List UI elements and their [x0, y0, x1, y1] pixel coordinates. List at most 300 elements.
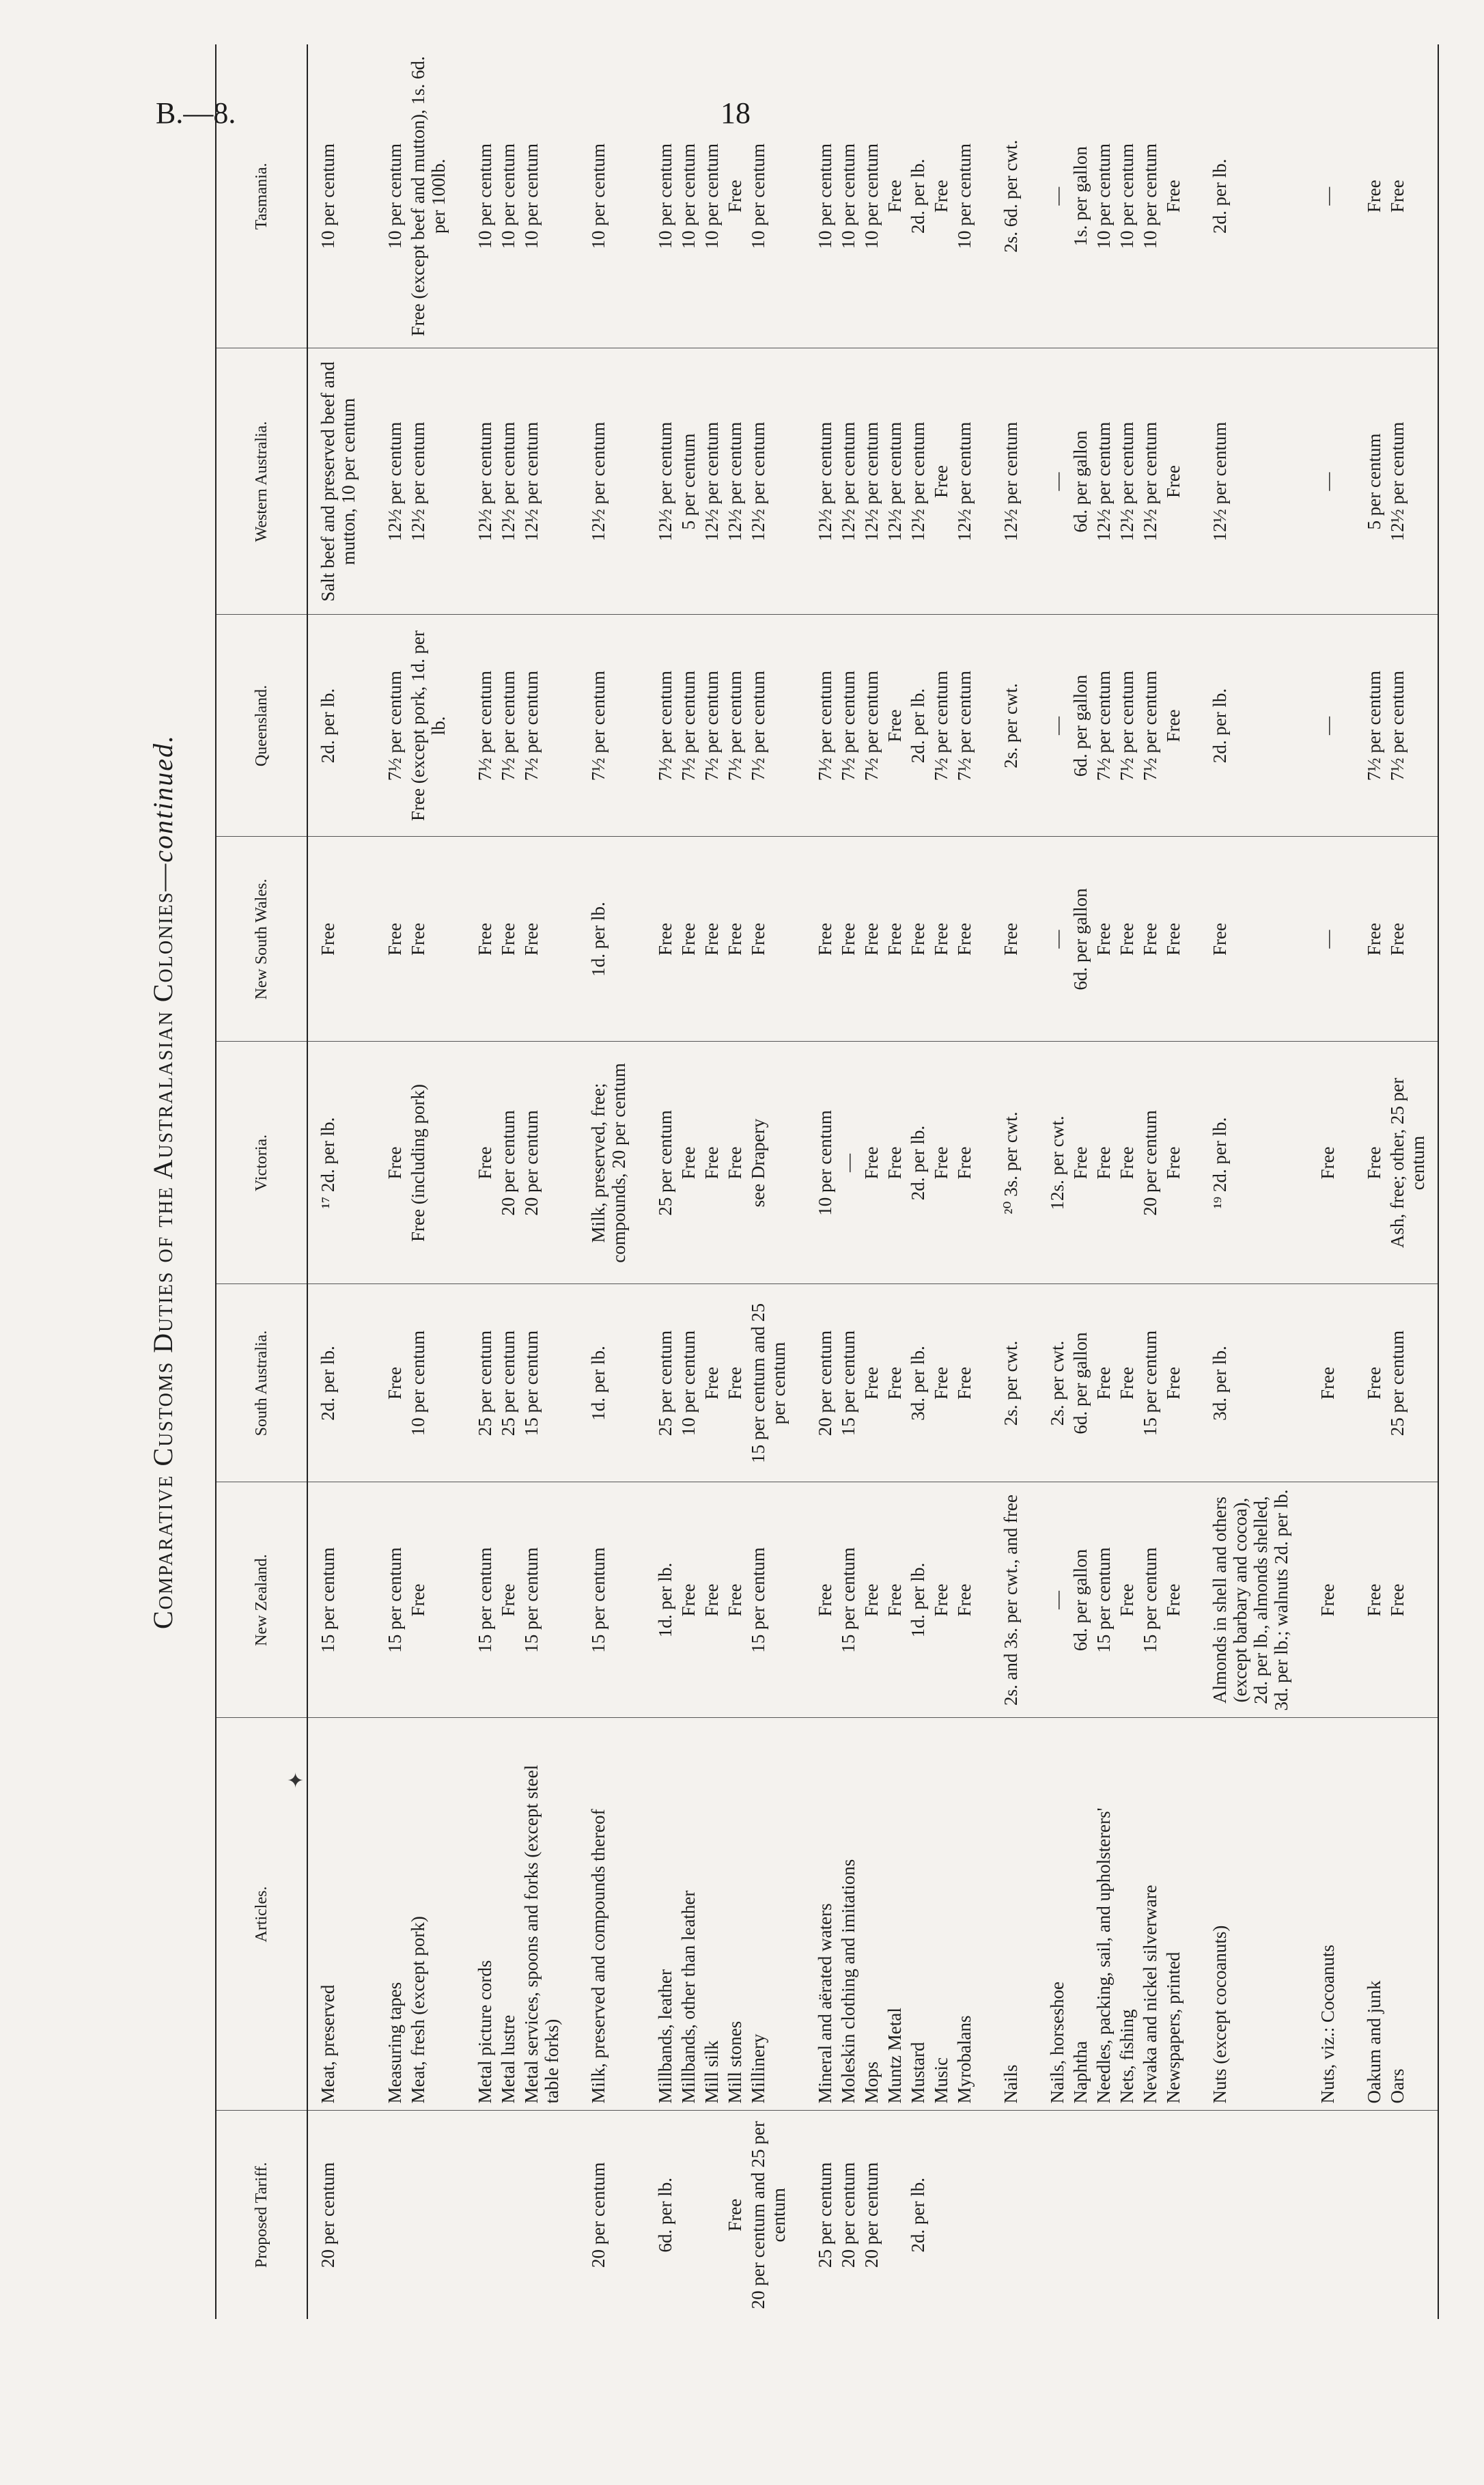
- cell-victoria: Free: [860, 1042, 883, 1284]
- spacer-cell: [1339, 2111, 1362, 2319]
- cell-proposed-tariff: [953, 2111, 976, 2319]
- spacer-cell: [450, 1482, 473, 1718]
- cell-articles: Nails, horseshoe: [1046, 1718, 1069, 2111]
- cell-new-south-wales: Free: [520, 837, 563, 1042]
- cell-western-australia: 12½ per centum: [1115, 348, 1138, 615]
- cell-queensland: —: [1316, 615, 1339, 837]
- spacer-cell: [790, 837, 813, 1042]
- spacer-cell: [1022, 2111, 1046, 2319]
- cell-tasmania: Free: [1362, 44, 1386, 348]
- spacer-cell: [1293, 1718, 1316, 2111]
- spacer-cell: [563, 1482, 587, 1718]
- cell-victoria: Free: [1362, 1042, 1386, 1284]
- cell-tasmania: Free: [883, 44, 906, 348]
- cell-queensland: 7½ per centum: [1386, 615, 1438, 837]
- cell-queensland: 7½ per centum: [860, 615, 883, 837]
- cell-new-south-wales: Free: [746, 837, 790, 1042]
- cell-proposed-tariff: [929, 2111, 953, 2319]
- cell-tasmania: 10 per centum: [1115, 44, 1138, 348]
- cell-western-australia: 5 per centum: [677, 348, 700, 615]
- cell-new-zealand: 15 per centum: [520, 1482, 563, 1718]
- spacer-cell: [790, 1482, 813, 1718]
- spacer-cell: [450, 1042, 473, 1284]
- table-row: [999, 44, 1022, 2319]
- cell-tasmania: —: [1316, 44, 1339, 348]
- cell-victoria: 12s. per cwt.: [1046, 1042, 1069, 1284]
- cell-new-south-wales: Free: [999, 837, 1022, 1042]
- cell-new-south-wales: —: [1046, 837, 1069, 1042]
- cell-proposed-tariff: [1092, 2111, 1115, 2319]
- cell-articles: Mineral and aërated waters: [813, 1718, 837, 2111]
- cell-proposed-tariff: 20 per centum and 25 per centum: [748, 2121, 789, 2309]
- cell-articles: Needles, packing, sail, and upholsterers': [1092, 1718, 1115, 2111]
- spacer-cell: [1022, 1284, 1046, 1482]
- cell-victoria: Free: [1069, 1042, 1092, 1284]
- cell-proposed-tariff: [1069, 2111, 1092, 2319]
- cell-new-zealand: 2s. and 3s. per cwt., and free: [999, 1482, 1022, 1718]
- cell-articles: Naphtha: [1069, 1718, 1092, 2111]
- spacer-row: [976, 44, 999, 2319]
- cell-queensland: —: [1046, 615, 1069, 837]
- cell-articles: Meat, fresh (except pork): [406, 1718, 450, 2111]
- cell-south-australia: Free: [1092, 1284, 1115, 1482]
- cell-western-australia: Salt beef and preserved beef and mutton, 10 per centum: [307, 348, 360, 615]
- cell-new-zealand: Free: [496, 1482, 520, 1718]
- table-row: [929, 44, 953, 2319]
- spacer-cell: [1185, 348, 1208, 615]
- spacer-cell: [790, 1284, 813, 1482]
- spacer-cell: [1293, 837, 1316, 1042]
- cell-proposed-tariff: Free: [725, 2198, 745, 2232]
- cell-articles: Oars: [1386, 1718, 1438, 2111]
- cell-victoria: Ash, free; other, 25 per centum: [1386, 1042, 1438, 1284]
- cell-south-australia: 25 per centum: [496, 1284, 520, 1482]
- cell-proposed-tariff: [677, 2111, 700, 2319]
- cell-new-zealand: 15 per centum: [1138, 1482, 1162, 1718]
- spacer-cell: [976, 44, 999, 348]
- cell-western-australia: 12½ per centum: [473, 348, 496, 615]
- spacer-cell: [1185, 837, 1208, 1042]
- cell-western-australia: Free: [1162, 348, 1185, 615]
- cell-south-australia: Free: [1115, 1284, 1138, 1482]
- table-row: [1092, 44, 1115, 2319]
- column-header: New Zealand.: [216, 1482, 307, 1718]
- table-title: Comparative Customs Duties of the Australasian Colonies—continued.: [148, 734, 178, 1630]
- spacer-cell: [450, 348, 473, 615]
- cell-new-south-wales: Free: [700, 837, 723, 1042]
- spacer-cell: [1185, 1482, 1208, 1718]
- cell-south-australia: 15 per centum and 25 per centum: [746, 1284, 790, 1482]
- table-row: [496, 44, 520, 2319]
- table-row: [953, 44, 976, 2319]
- spacer-cell: [1185, 2111, 1208, 2319]
- cell-victoria: 10 per centum: [813, 1042, 837, 1284]
- spacer-cell: [360, 1718, 383, 2111]
- cell-new-south-wales: Free: [1386, 837, 1438, 1042]
- spacer-cell: [976, 615, 999, 837]
- spacer-cell: [1339, 1482, 1362, 1718]
- cell-queensland: 7½ per centum: [746, 615, 790, 837]
- table-row: [746, 44, 790, 2319]
- table-title-suffix: continued.: [148, 734, 178, 863]
- column-header: Tasmania.: [216, 44, 307, 348]
- cell-new-zealand: Free: [860, 1482, 883, 1718]
- spacer-cell: [450, 1284, 473, 1482]
- cell-tasmania: 10 per centum: [520, 44, 563, 348]
- page-number: 18: [720, 96, 751, 130]
- cell-south-australia: 25 per centum: [473, 1284, 496, 1482]
- table-row: [654, 44, 677, 2319]
- cell-victoria: 20 per centum: [496, 1042, 520, 1284]
- cell-queensland: 7½ per centum: [953, 615, 976, 837]
- cell-western-australia: 12½ per centum: [1092, 348, 1115, 615]
- cell-south-australia: Free: [1162, 1284, 1185, 1482]
- cell-western-australia: 12½ per centum: [587, 348, 630, 615]
- spacer-cell: [976, 1042, 999, 1284]
- spacer-cell: [790, 1718, 813, 2111]
- column-header: Proposed Tariff.: [216, 2111, 307, 2319]
- cell-new-zealand: Free: [813, 1482, 837, 1718]
- cell-victoria: Free: [677, 1042, 700, 1284]
- cell-new-zealand: Free: [1362, 1482, 1386, 1718]
- cell-queensland: 7½ per centum: [1138, 615, 1162, 837]
- cell-south-australia: 15 per centum: [520, 1284, 563, 1482]
- cell-victoria: Free (including pork): [406, 1042, 450, 1284]
- cell-new-south-wales: Free: [677, 837, 700, 1042]
- cell-articles: Millbands, other than leather: [677, 1718, 700, 2111]
- cell-victoria: Free: [1162, 1042, 1185, 1284]
- cell-new-south-wales: Free: [953, 837, 976, 1042]
- cell-new-south-wales: Free: [307, 837, 360, 1042]
- cell-new-zealand: Free: [700, 1482, 723, 1718]
- spacer-cell: [1339, 44, 1362, 348]
- cell-proposed-tariff: 2d. per lb.: [908, 2178, 928, 2253]
- cell-south-australia: Free: [929, 1284, 953, 1482]
- spacer-cell: [1339, 1042, 1362, 1284]
- cell-tasmania: 10 per centum: [496, 44, 520, 348]
- cell-proposed-tariff: [999, 2111, 1022, 2319]
- cell-tasmania: Free: [1162, 44, 1185, 348]
- cell-queensland: 2d. per lb.: [906, 615, 929, 837]
- cell-victoria: Free: [1316, 1042, 1339, 1284]
- cell-victoria: 25 per centum: [654, 1042, 677, 1284]
- spacer-cell: [360, 1042, 383, 1284]
- table-row: [1069, 44, 1092, 2319]
- cell-south-australia: 3d. per lb.: [1208, 1284, 1293, 1482]
- cell-new-south-wales: Free: [1208, 837, 1293, 1042]
- cell-victoria: ¹⁷ 2d. per lb.: [307, 1042, 360, 1284]
- cell-tasmania: Free: [929, 44, 953, 348]
- cell-queensland: 2d. per lb.: [307, 615, 360, 837]
- cell-victoria: 20 per centum: [520, 1042, 563, 1284]
- spacer-row: [790, 44, 813, 2319]
- spacer-cell: [630, 44, 654, 348]
- spacer-cell: [630, 348, 654, 615]
- cell-tasmania: 10 per centum: [837, 44, 860, 348]
- cell-south-australia: Free: [860, 1284, 883, 1482]
- spacer-cell: [630, 1284, 654, 1482]
- spacer-cell: [450, 615, 473, 837]
- spacer-cell: [790, 348, 813, 615]
- customs-duties-table: [215, 44, 1439, 2319]
- spacer-row: [563, 44, 587, 2319]
- cell-tasmania: 10 per centum: [383, 44, 406, 348]
- cell-queensland: 2s. per cwt.: [999, 615, 1022, 837]
- cell-new-zealand: Free: [1316, 1482, 1339, 1718]
- spacer-cell: [790, 1042, 813, 1284]
- cell-queensland: 7½ per centum: [677, 615, 700, 837]
- cell-tasmania: 10 per centum: [700, 44, 723, 348]
- cell-queensland: Free (except pork, 1d. per lb.: [406, 615, 450, 837]
- table-row: [1362, 44, 1386, 2319]
- cell-new-south-wales: Free: [654, 837, 677, 1042]
- cell-proposed-tariff: [1138, 2111, 1162, 2319]
- spacer-cell: [1185, 1042, 1208, 1284]
- spacer-cell: [630, 837, 654, 1042]
- column-header: Queensland.: [216, 615, 307, 837]
- cell-south-australia: 1d. per lb.: [587, 1284, 630, 1482]
- cell-new-zealand: Free: [953, 1482, 976, 1718]
- cell-victoria: 20 per centum: [1138, 1042, 1162, 1284]
- spacer-cell: [976, 837, 999, 1042]
- cell-queensland: 2d. per lb.: [1208, 615, 1293, 837]
- cell-articles: Moleskin clothing and imitations: [837, 1718, 860, 2111]
- cell-new-zealand: 6d. per gallon: [1069, 1482, 1092, 1718]
- cell-queensland: 7½ per centum: [1115, 615, 1138, 837]
- spacer-cell: [1293, 615, 1316, 837]
- cell-new-south-wales: Free: [1362, 837, 1386, 1042]
- spacer-cell: [976, 348, 999, 615]
- spacer-cell: [1293, 2111, 1316, 2319]
- cell-queensland: 7½ per centum: [929, 615, 953, 837]
- cell-south-australia: Free: [383, 1284, 406, 1482]
- cell-new-zealand: 1d. per lb.: [654, 1482, 677, 1718]
- cell-articles: Nevaka and nickel silverware: [1138, 1718, 1162, 2111]
- cell-western-australia: 12½ per centum: [1386, 348, 1438, 615]
- cell-articles: Nails: [999, 1718, 1022, 2111]
- cell-south-australia: 2s. per cwt.: [999, 1284, 1022, 1482]
- cell-tasmania: Free: [1386, 44, 1438, 348]
- cell-victoria: Free: [929, 1042, 953, 1284]
- cell-western-australia: 12½ per centum: [723, 348, 746, 615]
- spacer-cell: [1022, 44, 1046, 348]
- cell-western-australia: 12½ per centum: [999, 348, 1022, 615]
- spacer-cell: [563, 348, 587, 615]
- spacer-row: [360, 44, 383, 2319]
- column-header: South Australia.: [216, 1284, 307, 1482]
- spacer-cell: [1293, 1284, 1316, 1482]
- cell-south-australia: Free: [700, 1284, 723, 1482]
- spacer-cell: [630, 2111, 654, 2319]
- cell-western-australia: 12½ per centum: [1208, 348, 1293, 615]
- cell-western-australia: —: [1046, 348, 1069, 615]
- cell-victoria: 2d. per lb.: [906, 1042, 929, 1284]
- cell-new-south-wales: Free: [1092, 837, 1115, 1042]
- cell-western-australia: 12½ per centum: [906, 348, 929, 615]
- cell-western-australia: 12½ per centum: [406, 348, 450, 615]
- spacer-cell: [563, 1718, 587, 2111]
- cell-south-australia: 25 per centum: [1386, 1284, 1438, 1482]
- cell-new-zealand: 1d. per lb.: [906, 1482, 929, 1718]
- table-row: [1046, 44, 1069, 2319]
- stray-ink-mark: ✦: [287, 1770, 305, 1792]
- cell-western-australia: 12½ per centum: [520, 348, 563, 615]
- table-row: [383, 44, 406, 2319]
- spacer-cell: [630, 1482, 654, 1718]
- cell-tasmania: Free (except beef and mutton), 1s. 6d. per 100lb.: [406, 44, 450, 348]
- spacer-cell: [360, 1482, 383, 1718]
- cell-western-australia: 12½ per centum: [700, 348, 723, 615]
- cell-articles: Nets, fishing: [1115, 1718, 1138, 2111]
- cell-tasmania: 2d. per lb.: [1208, 44, 1293, 348]
- cell-new-south-wales: Free: [906, 837, 929, 1042]
- cell-new-zealand: 15 per centum: [837, 1482, 860, 1718]
- cell-articles: Newspapers, printed: [1162, 1718, 1185, 2111]
- cell-articles: Metal picture cords: [473, 1718, 496, 2111]
- spacer-cell: [790, 44, 813, 348]
- cell-tasmania: 10 per centum: [1092, 44, 1115, 348]
- cell-tasmania: 10 per centum: [307, 44, 360, 348]
- cell-new-south-wales: —: [1316, 837, 1339, 1042]
- spacer-cell: [976, 1482, 999, 1718]
- cell-western-australia: 12½ per centum: [654, 348, 677, 615]
- cell-victoria: Free: [883, 1042, 906, 1284]
- spacer-cell: [1185, 615, 1208, 837]
- cell-articles: Measuring tapes: [383, 1718, 406, 2111]
- table-row: [1138, 44, 1162, 2319]
- spacer-cell: [360, 2111, 383, 2319]
- cell-tasmania: 10 per centum: [677, 44, 700, 348]
- cell-south-australia: 2s. per cwt.: [1046, 1284, 1069, 1482]
- column-header: New South Wales.: [216, 837, 307, 1042]
- cell-tasmania: 10 per centum: [953, 44, 976, 348]
- cell-articles: Myrobalans: [953, 1718, 976, 2111]
- spacer-cell: [450, 2111, 473, 2319]
- cell-proposed-tariff: [1046, 2111, 1069, 2319]
- cell-new-zealand: —: [1046, 1482, 1069, 1718]
- cell-articles: Mops: [860, 1718, 883, 2111]
- cell-articles: Muntz Metal: [883, 1718, 906, 2111]
- cell-new-south-wales: Free: [1115, 837, 1138, 1042]
- spacer-cell: [1185, 1718, 1208, 2111]
- cell-proposed-tariff: 6d. per lb.: [655, 2178, 675, 2253]
- cell-new-zealand: 15 per centum: [587, 1482, 630, 1718]
- spacer-cell: [563, 2111, 587, 2319]
- cell-south-australia: 15 per centum: [837, 1284, 860, 1482]
- table-row: [587, 44, 630, 2319]
- cell-proposed-tariff: [1162, 2111, 1185, 2319]
- cell-new-zealand: Free: [929, 1482, 953, 1718]
- spacer-cell: [563, 44, 587, 348]
- table-row: [473, 44, 496, 2319]
- cell-articles: Millbands, leather: [654, 1718, 677, 2111]
- cell-articles: Nuts, viz.: Cocoanuts: [1316, 1718, 1339, 2111]
- cell-tasmania: 1s. per gallon: [1069, 44, 1092, 348]
- cell-new-south-wales: Free: [1138, 837, 1162, 1042]
- cell-proposed-tariff: [473, 2111, 496, 2319]
- spacer-cell: [1022, 837, 1046, 1042]
- cell-proposed-tariff: 20 per centum: [588, 2162, 608, 2268]
- cell-proposed-tariff: [883, 2111, 906, 2319]
- cell-new-zealand: Almonds in shell and others (except barbary and cocoa), 2d. per lb., almonds shelled, 3d. per lb.; walnuts 2d. per lb.: [1208, 1482, 1293, 1718]
- table-row: [307, 44, 360, 2319]
- table-row: [813, 44, 837, 2319]
- cell-proposed-tariff: 20 per centum: [318, 2162, 338, 2268]
- cell-tasmania: 10 per centum: [813, 44, 837, 348]
- cell-new-zealand: 15 per centum: [307, 1482, 360, 1718]
- cell-south-australia: 6d. per gallon: [1069, 1284, 1092, 1482]
- spacer-cell: [360, 837, 383, 1042]
- cell-tasmania: Free: [723, 44, 746, 348]
- cell-articles: Mill stones: [723, 1718, 746, 2111]
- spacer-cell: [563, 837, 587, 1042]
- cell-new-south-wales: Free: [837, 837, 860, 1042]
- cell-proposed-tariff: [1316, 2111, 1339, 2319]
- column-header: Articles.: [216, 1718, 307, 2111]
- cell-victoria: Free: [953, 1042, 976, 1284]
- cell-tasmania: 10 per centum: [860, 44, 883, 348]
- cell-western-australia: 12½ per centum: [860, 348, 883, 615]
- spacer-cell: [976, 2111, 999, 2319]
- cell-south-australia: 10 per centum: [677, 1284, 700, 1482]
- spacer-cell: [1022, 1482, 1046, 1718]
- cell-proposed-tariff: [1362, 2111, 1386, 2319]
- cell-articles: Mustard: [906, 1718, 929, 2111]
- cell-new-south-wales: Free: [883, 837, 906, 1042]
- cell-south-australia: 10 per centum: [406, 1284, 450, 1482]
- table-row: [860, 44, 883, 2319]
- cell-victoria: Free: [1115, 1042, 1138, 1284]
- cell-victoria: Free: [383, 1042, 406, 1284]
- cell-new-zealand: Free: [677, 1482, 700, 1718]
- cell-queensland: Free: [883, 615, 906, 837]
- page-reference: B.—8.: [156, 96, 236, 130]
- cell-queensland: 7½ per centum: [837, 615, 860, 837]
- cell-tasmania: 10 per centum: [746, 44, 790, 348]
- spacer-cell: [563, 615, 587, 837]
- spacer-cell: [1339, 837, 1362, 1042]
- cell-new-zealand: 15 per centum: [1092, 1482, 1115, 1718]
- table-row: [1386, 44, 1438, 2319]
- cell-western-australia: 12½ per centum: [837, 348, 860, 615]
- spacer-cell: [450, 837, 473, 1042]
- spacer-cell: [1022, 1718, 1046, 2111]
- cell-proposed-tariff: [520, 2111, 563, 2319]
- spacer-cell: [630, 615, 654, 837]
- cell-south-australia: 2d. per lb.: [307, 1284, 360, 1482]
- cell-western-australia: 12½ per centum: [496, 348, 520, 615]
- cell-articles: Milk, preserved and compounds thereof: [587, 1718, 630, 2111]
- cell-tasmania: —: [1046, 44, 1069, 348]
- cell-new-south-wales: 1d. per lb.: [587, 837, 630, 1042]
- cell-south-australia: 15 per centum: [1138, 1284, 1162, 1482]
- cell-articles: Metal services, spoons and forks (except steel table forks): [520, 1718, 563, 2111]
- spacer-row: [1339, 44, 1362, 2319]
- cell-victoria: see Drapery: [746, 1042, 790, 1284]
- table-title-main: Comparative Customs Duties of the Australasian Colonies: [148, 891, 178, 1630]
- cell-proposed-tariff: [1386, 2111, 1438, 2319]
- cell-new-zealand: Free: [883, 1482, 906, 1718]
- spacer-cell: [360, 44, 383, 348]
- table-header-row: [216, 44, 307, 2319]
- spacer-cell: [790, 2111, 813, 2319]
- cell-queensland: 7½ per centum: [1362, 615, 1386, 837]
- cell-new-zealand: Free: [1386, 1482, 1438, 1718]
- cell-proposed-tariff: 20 per centum: [838, 2162, 858, 2268]
- cell-south-australia: 20 per centum: [813, 1284, 837, 1482]
- cell-new-south-wales: Free: [723, 837, 746, 1042]
- cell-queensland: 6d. per gallon: [1069, 615, 1092, 837]
